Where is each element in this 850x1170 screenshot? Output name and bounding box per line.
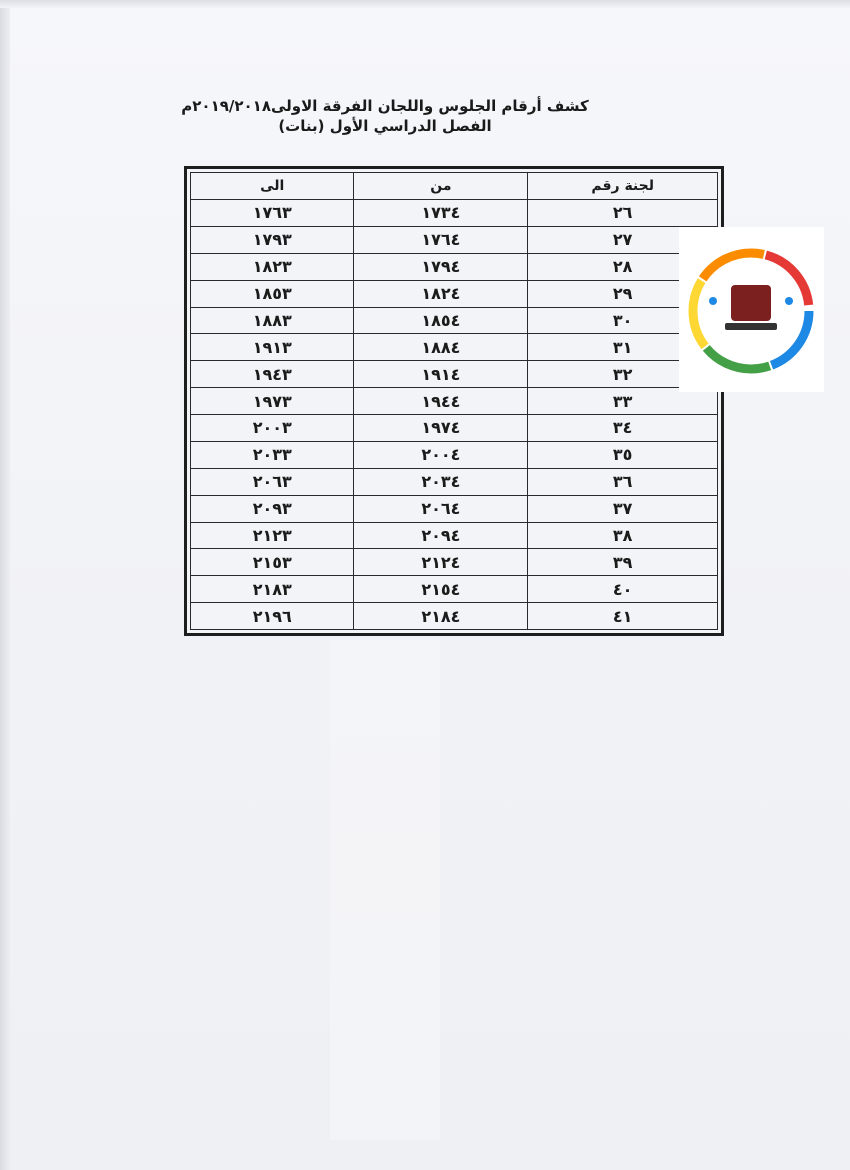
cell-from: ١٨٨٤ <box>354 334 528 361</box>
cell-to: ٢٠٦٣ <box>191 468 354 495</box>
logo-center-emblem <box>731 285 771 321</box>
table-row <box>191 280 718 307</box>
cell-committee: ٤٠ <box>528 576 718 603</box>
cell-to: ١٩٧٣ <box>191 388 354 415</box>
cell-committee: ٣٦ <box>528 468 718 495</box>
table-header-row <box>191 173 718 200</box>
logo-name-plate <box>725 323 777 330</box>
cell-committee: ٣٢ <box>528 361 718 388</box>
cell-from: ١٨٥٤ <box>354 307 528 334</box>
cell-committee: ٢٧ <box>528 226 718 253</box>
cell-committee: ٢٨ <box>528 253 718 280</box>
table-row <box>191 549 718 576</box>
cell-from: ١٧٦٤ <box>354 226 528 253</box>
page-top-edge <box>0 0 850 8</box>
cell-from: ٢١٢٤ <box>354 549 528 576</box>
cell-committee: ٣١ <box>528 334 718 361</box>
header-from: من <box>354 173 528 200</box>
cell-from: ٢٠٠٤ <box>354 441 528 468</box>
logo-stamp <box>679 227 824 392</box>
cell-from: ١٩٤٤ <box>354 388 528 415</box>
cell-committee: ٣٨ <box>528 522 718 549</box>
table-body <box>191 200 718 630</box>
cell-from: ٢٠٦٤ <box>354 495 528 522</box>
cell-from: ١٩٧٤ <box>354 415 528 442</box>
cell-from: ١٧٣٤ <box>354 200 528 227</box>
committees-table <box>190 172 718 630</box>
cell-to: ٢١٥٣ <box>191 549 354 576</box>
cell-to: ١٨٨٣ <box>191 307 354 334</box>
circular-logo-seal-icon <box>679 227 824 392</box>
table-row <box>191 307 718 334</box>
cell-from: ٢٠٩٤ <box>354 522 528 549</box>
table-row <box>191 441 718 468</box>
logo-figure-right-icon <box>785 297 793 305</box>
table-row <box>191 415 718 442</box>
cell-committee: ٣٥ <box>528 441 718 468</box>
cell-to: ٢١٢٣ <box>191 522 354 549</box>
cell-from: ٢٠٣٤ <box>354 468 528 495</box>
cell-to: ١٨٥٣ <box>191 280 354 307</box>
cell-to: ٢٠٣٣ <box>191 441 354 468</box>
scan-shading <box>330 640 440 1140</box>
cell-committee: ٢٦ <box>528 200 718 227</box>
cell-from: ٢١٨٤ <box>354 603 528 630</box>
cell-committee: ٣٩ <box>528 549 718 576</box>
table-row <box>191 361 718 388</box>
cell-from: ١٧٩٤ <box>354 253 528 280</box>
cell-committee: ٢٩ <box>528 280 718 307</box>
cell-committee: ٣٣ <box>528 388 718 415</box>
table-row <box>191 468 718 495</box>
table-row <box>191 253 718 280</box>
document-subtitle: الفصل الدراسي الأول (بنات) <box>278 117 492 135</box>
cell-to: ١٧٩٣ <box>191 226 354 253</box>
cell-committee: ٣٧ <box>528 495 718 522</box>
header-to: الى <box>191 173 354 200</box>
cell-to: ١٨٢٣ <box>191 253 354 280</box>
cell-from: ١٩١٤ <box>354 361 528 388</box>
page-left-edge <box>0 0 10 1170</box>
cell-from: ٢١٥٤ <box>354 576 528 603</box>
cell-to: ١٩٤٣ <box>191 361 354 388</box>
cell-to: ٢١٩٦ <box>191 603 354 630</box>
table-row <box>191 522 718 549</box>
cell-to: ٢٠٠٣ <box>191 415 354 442</box>
cell-committee: ٣٠ <box>528 307 718 334</box>
document-title: كشف أرقام الجلوس واللجان الفرقة الاولى٢٠١٩/٢٠١٨م <box>181 97 589 115</box>
cell-committee: ٣٤ <box>528 415 718 442</box>
cell-from: ١٨٢٤ <box>354 280 528 307</box>
table-row <box>191 334 718 361</box>
table-row <box>191 495 718 522</box>
logo-figure-left-icon <box>709 297 717 305</box>
table-row <box>191 603 718 630</box>
cell-committee: ٤١ <box>528 603 718 630</box>
table-row <box>191 226 718 253</box>
table-row <box>191 388 718 415</box>
table-row <box>191 200 718 227</box>
cell-to: ٢٠٩٣ <box>191 495 354 522</box>
committees-table-frame <box>184 166 724 636</box>
cell-to: ٢١٨٣ <box>191 576 354 603</box>
cell-to: ١٧٦٣ <box>191 200 354 227</box>
cell-to: ١٩١٣ <box>191 334 354 361</box>
table-row <box>191 576 718 603</box>
header-committee: لجنة رقم <box>528 173 718 200</box>
document-header <box>150 96 620 136</box>
